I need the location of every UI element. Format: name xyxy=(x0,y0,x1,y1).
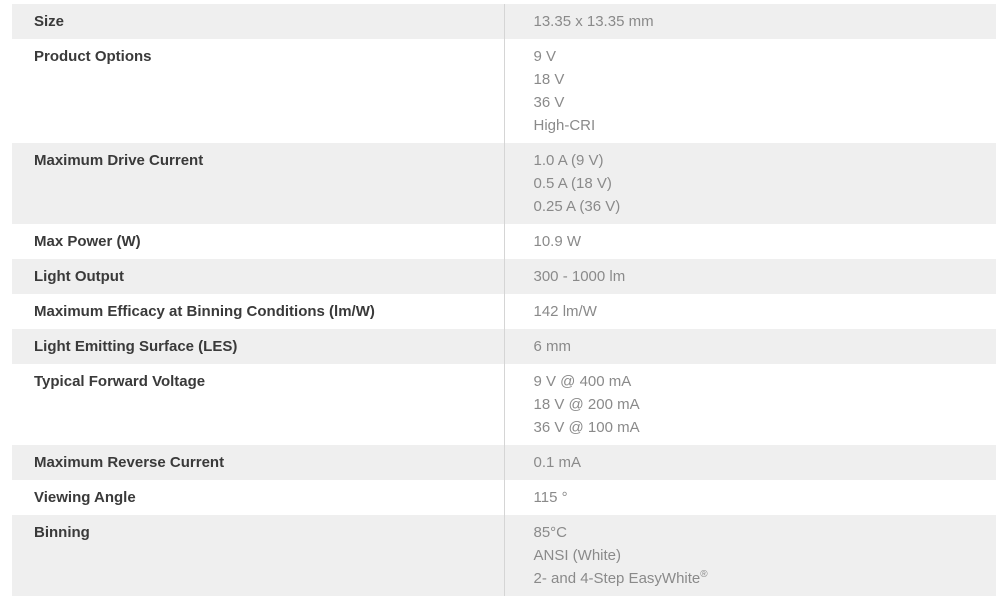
spec-value-line: 115 ° xyxy=(533,489,568,506)
spec-value-line: 85°C xyxy=(533,524,568,541)
spec-value-line: High-CRI xyxy=(533,117,596,134)
spec-value-line: 0.5 A (18 V) xyxy=(533,175,612,192)
spec-value-line: 18 V @ 200 mA xyxy=(533,396,640,413)
spec-row-product-options xyxy=(12,39,996,143)
spec-row-viewing-angle xyxy=(12,480,996,515)
spec-row-binning xyxy=(12,515,996,596)
spec-value xyxy=(504,445,996,480)
spec-value xyxy=(504,259,996,294)
spec-label: Maximum Reverse Current xyxy=(12,445,504,480)
spec-value-line: 6 mm xyxy=(533,338,571,355)
spec-row-maximum-efficacy xyxy=(12,294,996,329)
spec-value-line: 142 lm/W xyxy=(533,303,597,320)
spec-value xyxy=(504,39,996,143)
spec-label: Size xyxy=(12,4,504,39)
spec-value xyxy=(504,294,996,329)
spec-label: Maximum Efficacy at Binning Conditions (lm/W) xyxy=(12,294,504,329)
spec-label: Viewing Angle xyxy=(12,480,504,515)
spec-value-line: 0.25 A (36 V) xyxy=(533,198,621,215)
spec-row-maximum-drive-current xyxy=(12,143,996,224)
spec-label: Maximum Drive Current xyxy=(12,143,504,224)
spec-value xyxy=(504,4,996,39)
spec-value-line: 9 V xyxy=(533,48,557,65)
spec-value-line: 0.1 mA xyxy=(533,454,582,471)
spec-value-line: 36 V xyxy=(533,94,565,111)
spec-value-line: 18 V xyxy=(533,71,565,88)
spec-label: Max Power (W) xyxy=(12,224,504,259)
spec-row-max-power xyxy=(12,224,996,259)
spec-label: Light Output xyxy=(12,259,504,294)
spec-value xyxy=(504,329,996,364)
spec-label: Binning xyxy=(12,515,504,596)
spec-label: Typical Forward Voltage xyxy=(12,364,504,445)
spec-value-line: 9 V @ 400 mA xyxy=(533,373,632,390)
spec-row-typical-forward-voltage xyxy=(12,364,996,445)
spec-value-line: 13.35 x 13.35 mm xyxy=(533,13,654,30)
spec-value-line: 10.9 W xyxy=(533,233,582,250)
spec-value xyxy=(504,143,996,224)
spec-value xyxy=(504,224,996,259)
spec-row-light-output xyxy=(12,259,996,294)
spec-row-light-emitting-surface xyxy=(12,329,996,364)
spec-value-line: 300 - 1000 lm xyxy=(533,268,626,285)
spec-table xyxy=(12,4,996,596)
spec-value xyxy=(504,480,996,515)
spec-row-maximum-reverse-current xyxy=(12,445,996,480)
easywhite-text: 2- and 4-Step EasyWhite xyxy=(533,570,701,587)
spec-value-line: 36 V @ 100 mA xyxy=(533,419,640,436)
spec-label: Product Options xyxy=(12,39,504,143)
spec-value-line: 1.0 A (9 V) xyxy=(533,152,604,169)
spec-value-line xyxy=(534,567,997,590)
registered-mark: ® xyxy=(700,569,708,580)
spec-value-line: ANSI (White) xyxy=(533,547,622,564)
spec-value xyxy=(504,364,996,445)
spec-value xyxy=(504,515,996,596)
spec-label: Light Emitting Surface (LES) xyxy=(12,329,504,364)
spec-row-size xyxy=(12,4,996,39)
